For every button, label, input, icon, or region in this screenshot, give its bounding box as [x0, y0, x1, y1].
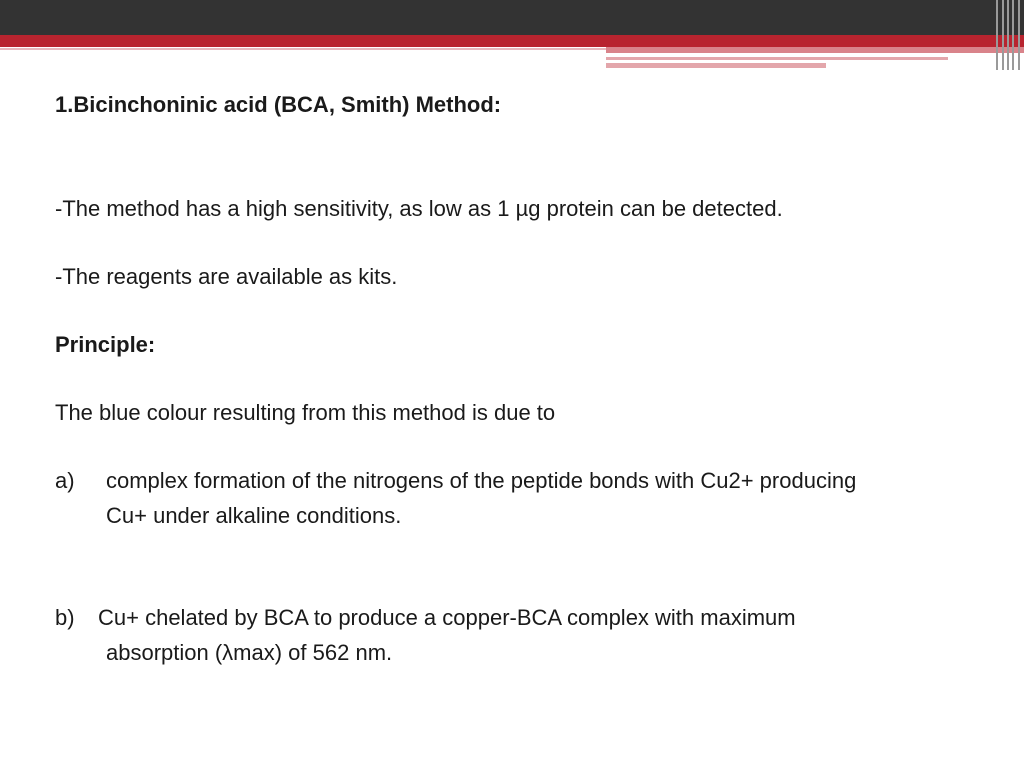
- header-stripes: [994, 0, 1024, 70]
- list-item-b-line-1: Cu+ chelated by BCA to produce a copper-BCA complex with maximum: [98, 605, 796, 630]
- header-accent-line: [0, 48, 606, 50]
- list-item-a-line-1: complex formation of the nitrogens of the peptide bonds with Cu2+ producing: [106, 468, 857, 493]
- bullet-sensitivity: -The method has a high sensitivity, as low as 1 µg protein can be detected.: [55, 196, 783, 221]
- header-red-band: [0, 35, 1024, 47]
- list-item-a-line-2: Cu+ under alkaline conditions.: [106, 503, 402, 528]
- list-marker-a: a): [55, 468, 75, 493]
- bullet-reagents: -The reagents are available as kits.: [55, 264, 398, 289]
- principle-intro: The blue colour resulting from this method is due to: [55, 400, 556, 425]
- header-accent-line: [606, 63, 826, 68]
- header-dark-band: [0, 0, 1024, 35]
- slide-title: 1.Bicinchoninic acid (BCA, Smith) Method:: [55, 92, 502, 117]
- list-item-b-line-2: absorption (λmax) of 562 nm.: [106, 640, 393, 665]
- principle-heading: Principle:: [55, 332, 156, 357]
- header-accent-band: [606, 47, 1024, 53]
- list-marker-b: b): [55, 605, 75, 630]
- header-accent-line: [606, 57, 948, 60]
